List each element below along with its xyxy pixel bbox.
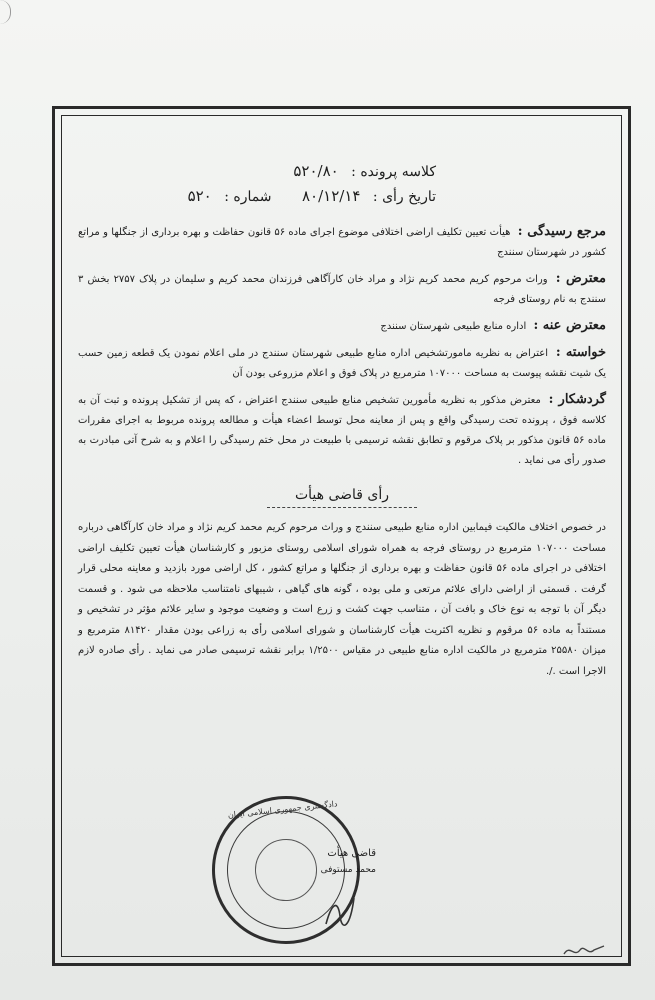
reference-section	[78, 222, 606, 263]
ruling-text: در خصوص اختلاف مالکیت فیمابین اداره منابع طبیعی سنندج و وراث مرحوم کریم محمد کریم نژاد و مراد خان کارآگاهی درباره مساحت ۱۰۷۰۰۰ مترمربع در روستای فرجه به همراه شورای اسلامی روستای مزبور و کارشناسان هیأت تعیین تکلیف اراضی اختلافی در اجرای ماده ۵۶ قانون حفاظت و بهره برداری از جنگلها و مراتع کشور ، کل اراضی مورد بازدید و معاینه محلی قرار گرفت . قسمتی از اراضی دارای علائم مرتعی و ملی بوده ، گونه های گیاهی ، شیبهای نامتناسب ملاحظه می شود . و قسمت دیگر آن با توجه به نوع خاک و بافت آن ، متناسب جهت کشت و زرع است و وضعیت موجود و سایر علائم مؤثر در تشخیص و مستنداً به ماده ۵۶ مرقوم و نظریه اکثریت هیأت کارشناسان و شورای اسلامی رأی به زراعی بودن مقدار ۸۱۴۲۰ مترمربع و میزان ۲۵۵۸۰ مترمربع در مالکیت اداره منابع طبیعی در مقیاس ۱/۲۵۰۰ برابر نقشه ترسیمی صادر می نماید . رأی صادره لازم الاجرا است ./.	[78, 522, 606, 677]
request-text: اعتراض به نظریه مامورتشخیص اداره منابع طبیعی شهرستان سنندج در ملی اعلام نمودن یک قطعه زمین حسب یک شیت نقشه پیوست به مساحت ۱۰۷۰۰۰ مترمربع در پلاک فوق و اعلام مزروعی بودن آن	[78, 348, 606, 379]
respondent-key: معترض عنه :	[533, 318, 606, 333]
file-number-row	[78, 160, 436, 183]
proceedings-text: معترض مذکور به نظریه مأمورین تشخیص منابع طبیعی سنندج اعتراض ، که پس از تشکیل پرونده و ثبت آن به کلاسه فوق ، پرونده تحت رسیدگی واقع و پس از معاینه محل توسط اعضاء هیأت و مطالعه پرونده مربوط به اجرای مقررات ماده ۵۶ قانون مذکور بر پلاک مرقوم و تطابق نقشه ترسیمی با طبیعت در محل ختم رسیدگی را اعلام و به شرح آتی مبادرت به صدور رأی می نماید .	[78, 395, 606, 466]
signature-scribble	[320, 892, 360, 932]
request-key: خواسته :	[555, 345, 606, 360]
file-number-label: کلاسه پرونده :	[351, 164, 436, 180]
file-number-value: ۵۲۰/۸۰	[293, 162, 339, 180]
respondent-section	[78, 316, 606, 337]
objector-key: معترض :	[555, 271, 607, 286]
ruling-date-label: تاریخ رأی :	[372, 189, 436, 205]
seal-ring-text: دادگستری جمهوری اسلامی ایران	[227, 799, 338, 820]
ruling-number-label: شماره :	[224, 189, 272, 205]
objector-text: وراث مرحوم کریم محمد کریم نژاد و مراد خان کارآگاهی فرزندان محمد کریم و سلیمان در پلاک ۲۷۵۷ بخش ۳ سنندج به نام روستای فرجه	[78, 274, 606, 305]
ruling-title: رأی قاضی هیأت	[294, 487, 390, 503]
judge-signoff	[296, 846, 376, 878]
request-section	[78, 343, 606, 384]
objector-section	[78, 269, 606, 310]
reference-text: هیأت تعیین تکلیف اراضی اختلافی موضوع اجرای ماده ۵۶ قانون حفاظت و بهره برداری از جنگلها و مراتع کشور در شهرستان سنندج	[78, 227, 606, 258]
ruling-title-underline	[267, 507, 417, 508]
binder-mark	[0, 0, 11, 24]
reference-key: مرجع رسیدگی :	[517, 224, 606, 239]
ruling-date-value: ۸۰/۱۲/۱۴	[302, 187, 361, 205]
document-body	[78, 160, 606, 682]
respondent-text: اداره منابع طبیعی شهرستان سنندج	[380, 321, 527, 332]
date-number-row	[78, 185, 436, 208]
judge-name: محمد مستوفی	[320, 865, 376, 875]
handwritten-initial	[560, 938, 608, 962]
proceedings-key: گردشکار :	[548, 392, 607, 407]
proceedings-section	[78, 390, 606, 471]
ruling-number-value: ۵۲۰	[187, 187, 212, 205]
judge-title: قاضی هیأت	[327, 848, 376, 859]
